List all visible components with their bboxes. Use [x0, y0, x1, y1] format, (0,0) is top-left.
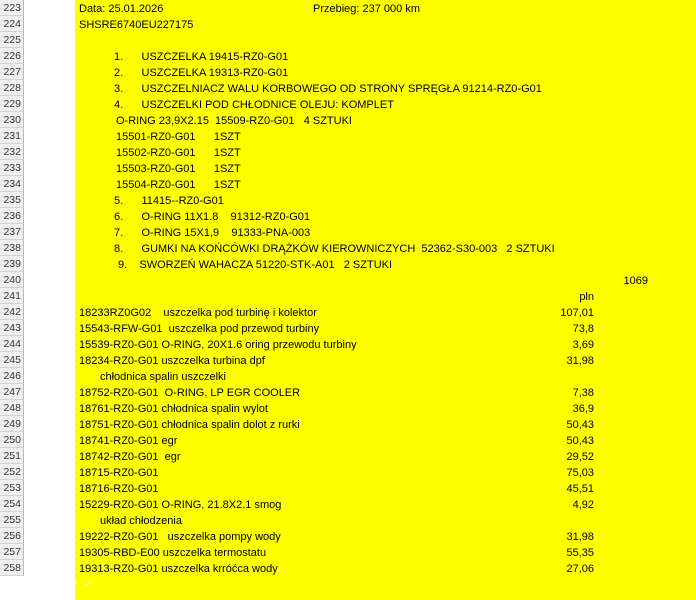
row-header[interactable]: 247 — [0, 384, 24, 400]
row-header[interactable]: 257 — [0, 544, 24, 560]
row-header[interactable]: 227 — [0, 64, 24, 80]
cell-list-item[interactable]: 4. USZCZELKI POD CHŁODNICE OLEJU: KOMPLET — [114, 99, 394, 111]
cell-sub-item[interactable]: 15504-RZ0-G01 1SZT — [116, 179, 241, 191]
cell-a[interactable]: 18761-RZ0-G01 chłodnica spalin wylot — [79, 403, 268, 415]
cell-a[interactable]: 19222-RZ0-G01 uszczelka pompy wody — [79, 531, 281, 543]
row-header[interactable]: 250 — [0, 432, 24, 448]
cell-value[interactable]: 31,98 — [566, 531, 594, 543]
row-header[interactable]: 244 — [0, 336, 24, 352]
cell-value[interactable]: 50,43 — [566, 435, 594, 447]
row-header[interactable]: 243 — [0, 320, 24, 336]
cell-list-item[interactable]: 6. O-RING 11X1.8 91312-RZ0-G01 — [114, 211, 311, 223]
row-header[interactable]: 254 — [0, 496, 24, 512]
cell-sub-item[interactable]: 15502-RZ0-G01 1SZT — [116, 147, 241, 159]
row-header[interactable]: 229 — [0, 96, 24, 112]
cell-value[interactable]: 107,01 — [560, 307, 594, 319]
row-header[interactable]: 226 — [0, 48, 24, 64]
row-header[interactable]: 253 — [0, 480, 24, 496]
cell-value[interactable]: 31,98 — [566, 355, 594, 367]
cell-a[interactable]: 15543-RFW-G01 uszczelka pod przewod turbiny — [79, 323, 320, 335]
row-header[interactable]: 228 — [0, 80, 24, 96]
row-header[interactable]: 249 — [0, 416, 24, 432]
cell-list-item[interactable]: 5. 11415--RZ0-G01 — [114, 195, 224, 207]
cell-a[interactable]: 18752-RZ0-G01 O-RING, LP EGR COOLER — [79, 387, 301, 399]
row-header[interactable]: 231 — [0, 128, 24, 144]
cell-a[interactable]: 19305-RBD-E00 uszczelka termostatu — [79, 547, 267, 559]
cell-a[interactable]: 18233RZ0G02 uszczelka pod turbinę i kolektor — [79, 307, 317, 319]
cell-list-item[interactable]: 9. SWORZEŃ WAHACZA 51220-STK-A01 2 SZTUKI — [118, 259, 393, 271]
cell-value[interactable]: 36,9 — [572, 403, 594, 415]
cell-list-item[interactable]: 2. USZCZELKA 19313-RZ0-G01 — [114, 67, 289, 79]
row-header[interactable]: 238 — [0, 240, 24, 256]
cell-a[interactable]: 15539-RZ0-G01 O-RING, 20X1.6 oring przewodu turbiny — [79, 339, 357, 351]
cell-value[interactable]: 27,06 — [566, 563, 594, 575]
row-header[interactable]: 223 — [0, 0, 24, 16]
row-header[interactable]: 241 — [0, 288, 24, 304]
cell-a[interactable]: Data: 25.01.2026 — [79, 3, 164, 15]
row-header[interactable]: 251 — [0, 448, 24, 464]
cell-value[interactable]: 4,92 — [572, 499, 594, 511]
cell-b[interactable]: Przebieg: 237 000 km — [313, 3, 421, 15]
cell-list-item[interactable]: 1. USZCZELKA 19415-RZ0-G01 — [114, 51, 289, 63]
cell-list-item[interactable]: 8. GUMKI NA KOŃCÓWKI DRĄŻKÓW KIEROWNICZYCH 52362-S30-003 2 SZTUKI — [114, 243, 555, 255]
cell-a[interactable]: 18741-RZ0-G01 egr — [79, 435, 178, 447]
row-header[interactable]: 256 — [0, 528, 24, 544]
cell-value[interactable]: 50,43 — [566, 419, 594, 431]
cell-value[interactable]: 45,51 — [566, 483, 594, 495]
cell-value[interactable]: 7,38 — [572, 387, 594, 399]
row-header[interactable]: 255 — [0, 512, 24, 528]
row-header[interactable]: 248 — [0, 400, 24, 416]
row-header[interactable]: 237 — [0, 224, 24, 240]
cell-a[interactable]: 18716-RZ0-G01 — [79, 483, 159, 495]
watermark: ⊙ ( ) ○ ○ ○ — [16, 573, 93, 589]
cell-section-label[interactable]: chłodnica spalin uszczelki — [100, 371, 226, 383]
row-header[interactable]: 224 — [0, 16, 24, 32]
cell-list-item[interactable]: 3. USZCZELNIACZ WALU KORBOWEGO OD STRONY SPRĘGŁA 91214-RZ0-G01 — [114, 83, 542, 95]
row-header[interactable]: 246 — [0, 368, 24, 384]
cell-list-item[interactable]: 7. O-RING 15X1,9 91333-PNA-003 — [114, 227, 311, 239]
row-header[interactable]: 225 — [0, 32, 24, 48]
cell-a[interactable]: 15229-RZ0-G01 O-RING, 21.8X2.1 smog — [79, 499, 282, 511]
row-header[interactable]: 240 — [0, 272, 24, 288]
row-header[interactable]: 232 — [0, 144, 24, 160]
cell-a[interactable]: 18234-RZ0-G01 uszczelka turbina dpf — [79, 355, 265, 367]
cell-value[interactable]: 75,03 — [566, 467, 594, 479]
row-header[interactable]: 234 — [0, 176, 24, 192]
cell-a[interactable]: 18715-RZ0-G01 — [79, 467, 159, 479]
row-header[interactable]: 239 — [0, 256, 24, 272]
cell-a[interactable]: 18742-RZ0-G01 egr — [79, 451, 181, 463]
row-header[interactable]: 258 — [0, 560, 24, 576]
cell-value[interactable]: 73,8 — [572, 323, 594, 335]
row-header[interactable]: 245 — [0, 352, 24, 368]
row-header[interactable]: 236 — [0, 208, 24, 224]
cell-value[interactable]: pln — [579, 291, 594, 303]
row-header[interactable]: 242 — [0, 304, 24, 320]
cell-sub-item[interactable]: O-RING 23,9X2.15 15509-RZ0-G01 4 SZTUKI — [116, 115, 352, 127]
row-header[interactable]: 233 — [0, 160, 24, 176]
cell-sub-item[interactable]: 15501-RZ0-G01 1SZT — [116, 131, 241, 143]
cell-value[interactable]: 29,52 — [566, 451, 594, 463]
cell-total[interactable]: 1069 — [623, 275, 648, 287]
cell-value[interactable]: 55,35 — [566, 547, 594, 559]
cell-a[interactable]: 18751-RZ0-G01 chłodnica spalin dolot z rurki — [79, 419, 300, 431]
cell-a[interactable]: SHSRE6740EU227175 — [79, 19, 194, 31]
cell-a[interactable]: 19313-RZ0-G01 uszczelka krróćca wody — [79, 563, 278, 575]
row-header[interactable]: 235 — [0, 192, 24, 208]
cell-section-label[interactable]: układ chłodzenia — [100, 515, 182, 527]
cell-sub-item[interactable]: 15503-RZ0-G01 1SZT — [116, 163, 241, 175]
row-header[interactable]: 252 — [0, 464, 24, 480]
cell-value[interactable]: 3,69 — [572, 339, 594, 351]
row-header[interactable]: 230 — [0, 112, 24, 128]
